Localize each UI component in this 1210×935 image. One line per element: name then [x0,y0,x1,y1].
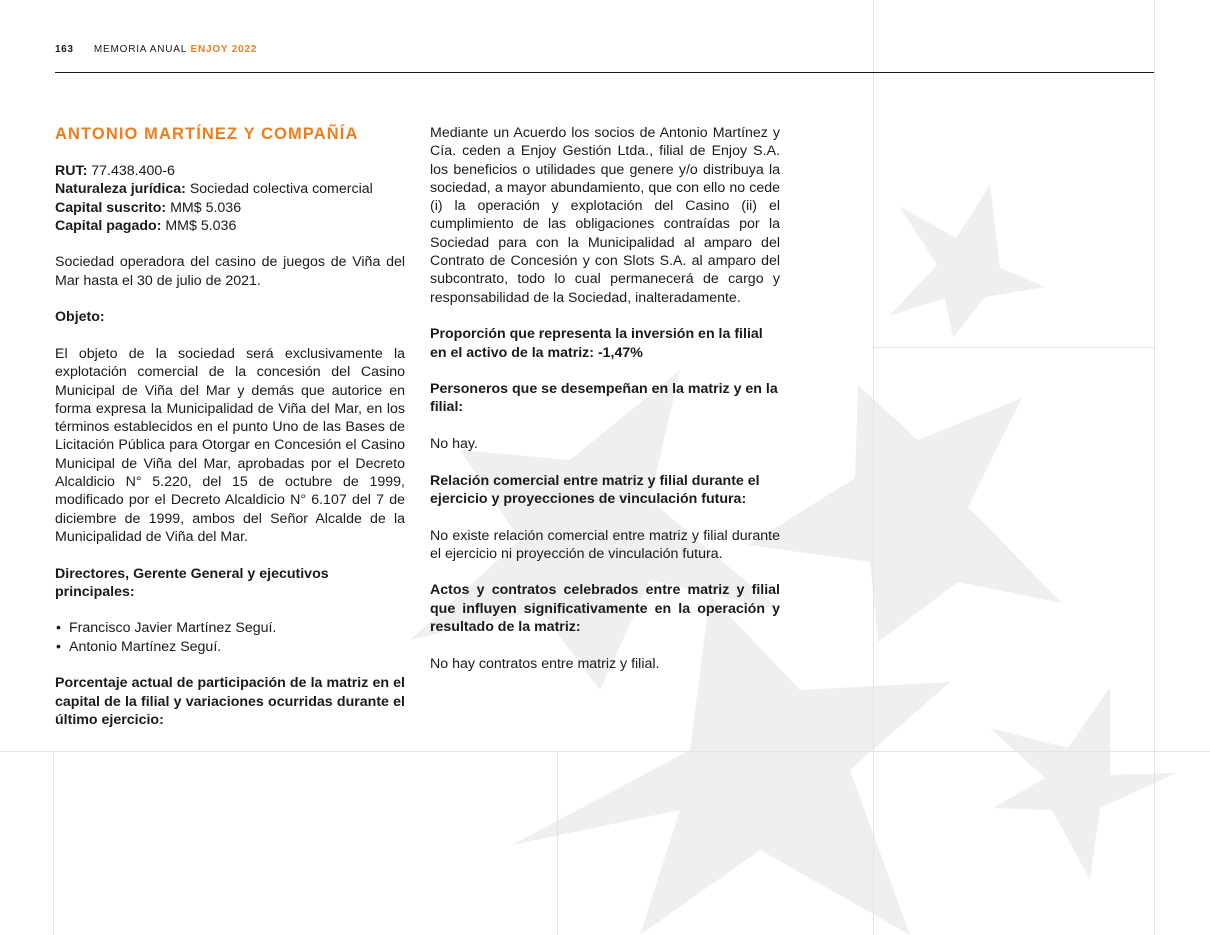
company-description: Sociedad operadora del casino de juegos de Viña del Mar hasta el 30 de julio de 2021. [55,254,405,289]
grid-line [1154,0,1155,935]
grid-line [873,0,874,935]
objeto-text: El objeto de la sociedad será exclusivamente la explotación comercial de la concesión del Casino Municipal de Viña del Mar y demás que autorice en forma expresa la Municipalidad de Viña del Mar, en los términos establecidos en el punto Uno de las Bases de Licitación Pública para Otorgar en Concesión el Casino Municipal de Viña del Mar, aprobadas por el Decreto Alcaldicio N° 5.220, del 15 de octubre de 1999, modificado por el Decreto Alcaldicio N° 6.107 del 7 de diciembre de 1999, ambos del Señor Alcalde de la Municipalidad de Viña del Mar. [55,345,405,545]
header-brand: ENJOY 2022 [190,44,258,55]
personeros-text: No hay. [430,436,478,453]
relation-heading: Relación comercial entre matriz y filial durante el ejercicio y proyecciones de vinculación futura: [430,472,760,507]
company-facts [55,162,405,235]
grid-line [0,751,1210,752]
header-rule [55,72,1154,73]
grid-line [53,752,54,935]
fact-capital-paid: Capital pagado: MM$ 5.036 [55,217,237,234]
directors-heading: Directores, Gerente General y ejecutivos principales: [55,565,329,600]
fact-rut: RUT: 77.438.400-6 [55,163,175,179]
proportion-heading: Proporción que representa la inversión en la filial en el activo de la matriz: -1,47% [430,326,763,361]
grid-line [873,347,1154,348]
personeros-heading: Personeros que se desempeñan en la matriz y en la filial: [430,381,778,416]
page-number: 163 [55,44,74,55]
acts-text: No hay contratos entre matriz y filial. [430,655,660,672]
agreement-text: Mediante un Acuerdo los socios de Antonio Martínez y Cía. ceden a Enjoy Gestión Ltda., filial de Enjoy S.A. los beneficios o utilidades que genere y/o distribuya la sociedad, a mayor abundamiento, que con ello no cede (i) la operación y explotación del Casino (ii) el cumplimiento de las obligaciones contraídas por la Sociedad para con la Municipalidad al amparo del Contrato de Concesión y con Slots S.A. al amparo del subcontrato, todo lo cual permanecerá de cargo y responsabilidad de la Sociedad, inalteradamente. [430,125,780,306]
acts-heading: Actos y contratos celebrados entre matriz y filial que influyen significativamente en la operación y resultado de la matriz: [430,582,780,636]
company-name: ANTONIO MARTÍNEZ Y COMPAÑÍA [55,125,359,143]
fact-legal-nature: Naturaleza jurídica: Sociedad colectiva comercial [55,181,373,198]
list-item: • Antonio Martínez Seguí. [55,638,405,656]
column-right [430,124,780,691]
header-title: MEMORIA ANUAL [93,44,188,55]
fact-capital-subscribed: Capital suscrito: MM$ 5.036 [55,199,242,216]
directors-list [55,619,405,656]
column-left [55,124,405,748]
grid-line [557,752,558,935]
objeto-heading: Objeto: [55,309,105,326]
page-header [55,44,257,55]
participation-heading: Porcentaje actual de participación de la matriz en el capital de la filial y variaciones ocurridas durante el último ejercicio: [55,675,405,728]
list-item: • Francisco Javier Martínez Seguí. [55,619,405,637]
relation-text: No existe relación comercial entre matriz y filial durante el ejercicio ni proyección de vinculación futura. [430,527,780,562]
